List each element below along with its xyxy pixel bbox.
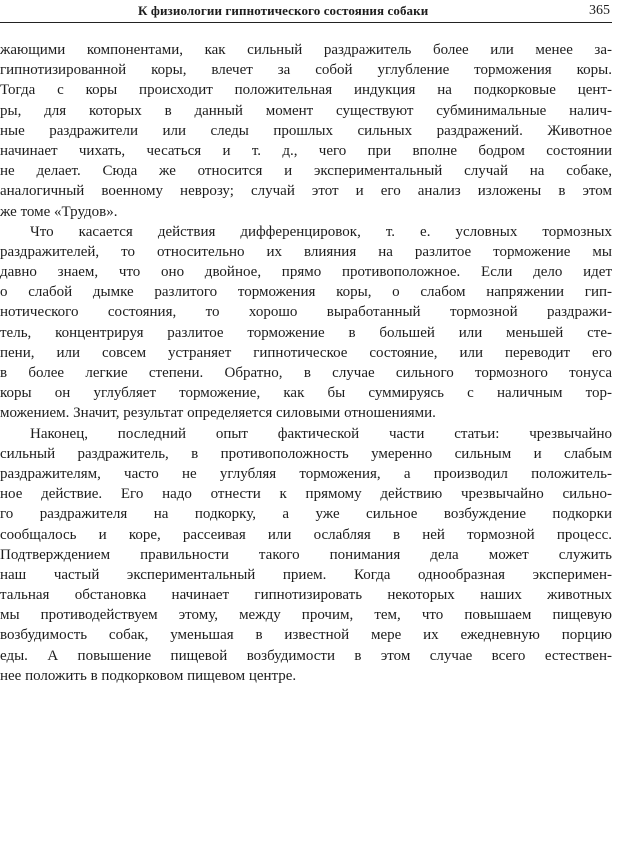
text-line: наш частый экспериментальный прием. Когда однообразная эксперимен-: [0, 566, 612, 583]
text-line: Что касается действия дифференцировок, т. е. условных тормозных: [30, 223, 612, 240]
text-line: коры он углубляет торможение, как бы суммируясь с наличным тор-: [0, 385, 612, 402]
text-line: можением. Значит, результат определяется силовыми отношениями.: [0, 405, 436, 422]
text-line: о слабой дымке разлитого торможения коры, о слабом напряжении гип-: [0, 284, 612, 301]
text-line: в более легкие степени. Обратно, в случае сильного тормозного тонуса: [0, 365, 612, 381]
text-line: гипнотизированной коры, влечет за собой углубление торможения коры.: [0, 62, 612, 79]
text-line: ры, для которых в данный момент существуют субминимальные налич-: [0, 102, 612, 119]
text-line: начинает чихать, чесаться и т. д., чего при вполне бодром состоянии: [0, 142, 612, 159]
text-line: Подтверждением правильности такого понимания дела может служить: [0, 546, 612, 563]
page-header: [0, 0, 612, 23]
text-line: нотического состояния, то хорошо выработанный тормозной раздражи-: [0, 304, 612, 321]
text-line: жающими компонентами, как сильный раздражитель более или менее за-: [0, 42, 612, 58]
text-line: же томе «Трудов».: [0, 203, 118, 220]
text-line: мы противодействуем этому, между прочим, тем, что повышаем пищевую: [0, 607, 612, 624]
running-title: К физиологии гипнотического состояния собаки: [138, 3, 429, 18]
text-line: Наконец, последний опыт фактической части статьи: чрезвычайно: [30, 425, 612, 442]
body-text: [0, 40, 612, 686]
text-line: Тогда с коры происходит положительная индукция на подкорковые цент-: [0, 82, 612, 99]
text-line: сообщалось и коре, рассеивая или ослабляя в ней тормозной процесс.: [0, 526, 612, 543]
text-line: ное действие. Его надо отнести к прямому действию чрезвычайно сильно-: [0, 486, 612, 503]
text-line: давно знаем, что оно двойное, прямо противоположное. Если дело идет: [0, 264, 612, 281]
text-line: тель, концентрируя разлитое торможение в большей или меньшей сте-: [0, 324, 612, 341]
text-line: возбудимость собак, уменьшая в известной мере их ежедневную порцию: [0, 627, 612, 644]
page-number: 365: [589, 3, 610, 18]
text-line: раздражителям, часто не углубляя торможения, а производил положитель-: [0, 465, 612, 482]
text-line: ные раздражители или следы прошлых сильных раздражений. Животное: [0, 122, 612, 139]
text-line: раздражителей, то относительно их влияния на разлитое торможение мы: [0, 243, 612, 260]
text-line: го раздражителя на подкорку, а уже сильное возбуждение подкорки: [0, 506, 612, 523]
text-line: нее положить в подкорковом пищевом центре.: [0, 667, 297, 684]
text-line: не делает. Сюда же относится и экспериментальный случай на собаке,: [0, 163, 612, 180]
text-line: сильный раздражитель, в противоположность умеренно сильным и слабым: [0, 445, 612, 462]
text-line: еды. А повышение пищевой возбудимости в этом случае всего естествен-: [0, 647, 612, 664]
text-line: пени, или совсем устраняет гипнотическое состояние, или переводит его: [0, 344, 612, 361]
text-line: аналогичный военному неврозу; случай этот и его анализ изложены в этом: [0, 183, 612, 200]
text-line: тальная обстановка начинает гипнотизировать некоторых наших животных: [0, 587, 612, 604]
